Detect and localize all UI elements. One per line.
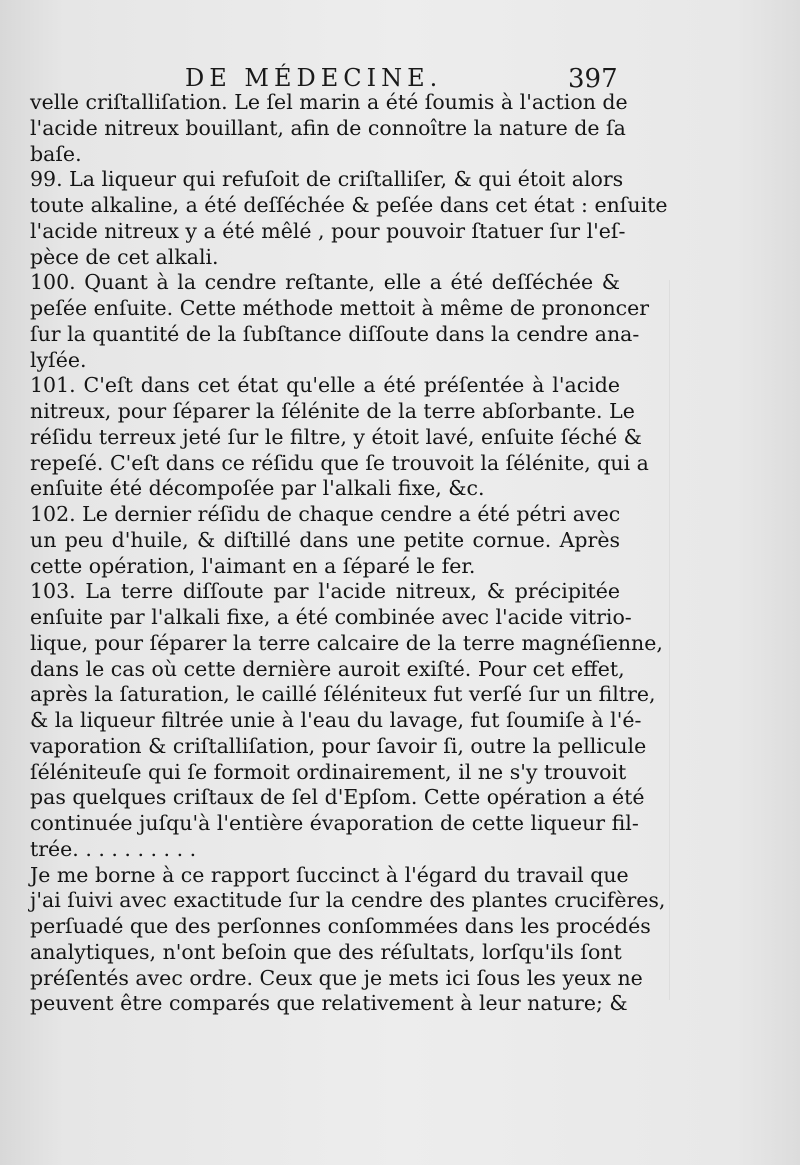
text-line: cette opération, l'aimant en a ſéparé le fer.	[30, 553, 476, 578]
running-head: DE MÉDECINE.	[185, 64, 443, 92]
paragraph	[30, 270, 650, 373]
text-line: l'acide nitreux y a été mêlé , pour pouvoir ſtatuer ſur l'eſ-	[30, 218, 626, 243]
text-line: 103. La terre diſſoute par l'acide nitreux, & précipitée	[30, 579, 620, 604]
text-line: Je me borne à ce rapport ſuccinct à l'égard du travail que	[30, 862, 629, 887]
paragraph	[30, 502, 620, 579]
text-line: nitreux, pour ſéparer la ſélénite de la terre abſorbante. Le	[30, 399, 635, 423]
text-line: 102. Le dernier réſidu de chaque cendre a été pétri avec	[30, 502, 621, 526]
text-line: vaporation & criſtalliſation, pour ſavoir ſi, outre la pellicule	[30, 733, 647, 758]
text-line: pas quelques criſtaux de ſel d'Epſom. Cette opération a été	[30, 785, 645, 810]
paragraph	[30, 90, 628, 167]
text-line: dans le cas où cette dernière auroit exiſté. Pour cet effet,	[30, 656, 625, 681]
text-line: peſée enſuite. Cette méthode mettoit à même de prononcer	[30, 296, 650, 320]
text-line: baſe.	[30, 141, 82, 166]
text-line: repeſé. C'eſt dans ce réſidu que ſe trouvoit la ſélénite, qui a	[30, 450, 649, 475]
text-line: enſuite été décompoſée par l'alkali fixe, &c.	[30, 476, 485, 501]
paragraph	[30, 167, 668, 270]
text-line: réſidu terreux jeté ſur le filtre, y étoit lavé, enſuite ſéché &	[30, 424, 642, 449]
text-line: perſuadé que des perſonnes conſommées dans les procédés	[30, 914, 651, 938]
text-line: peuvent être comparés que relativement à leur nature; &	[30, 991, 628, 1016]
text-line: analytiques, n'ont beſoin que des réſultats, lorſqu'ils ſont	[30, 939, 622, 964]
text-line: & la liqueur filtrée unie à l'eau du lavage, fut ſoumiſe à l'é-	[30, 708, 642, 732]
text-line: ſur la quantité de la ſubſtance diſſoute dans la cendre ana-	[30, 321, 640, 346]
text-line: l'acide nitreux bouillant, afin de connoître la nature de ſa	[30, 115, 626, 140]
paragraph	[30, 862, 666, 1018]
text-line: toute alkaline, a été deſſéchée & peſée dans cet état : enſuite	[30, 193, 668, 217]
text-line: velle criſtalliſation. Le ſel marin a été ſoumis à l'action de	[30, 90, 628, 114]
text-line: 100. Quant à la cendre reſtante, elle a été deſſéchée &	[30, 270, 620, 295]
text-line: après la ſaturation, le caillé ſéléniteux fut verſé ſur un filtre,	[30, 682, 656, 707]
text-line: continuée juſqu'à l'entière évaporation de cette liqueur fil-	[30, 811, 639, 835]
text-line: lique, pour ſéparer la terre calcaire de la terre magnéſienne,	[30, 630, 663, 655]
text-line: un peu d'huile, & diſtillé dans une petite cornue. Après	[30, 527, 620, 552]
text-line: enſuite par l'alkali fixe, a été combinée avec l'acide vitrio-	[30, 605, 632, 629]
show-through-shadow	[669, 280, 740, 1000]
text-line: 101. C'eſt dans cet état qu'elle a été préſentée à l'acide	[30, 373, 620, 398]
text-line: préſentés avec ordre. Ceux que je mets ici ſous les yeux ne	[30, 965, 643, 990]
page-number: 397	[568, 64, 618, 94]
text-line: pèce de cet alkali.	[30, 244, 219, 269]
text-line: ſéléniteuſe qui ſe formoit ordinairement, il ne s'y trouvoit	[30, 759, 627, 784]
text-line: lyſée.	[30, 347, 87, 372]
text-line: trée. . . . . . . . . .	[30, 836, 197, 861]
text-line: 99. La liqueur qui refuſoit de criſtalliſer, & qui étoit alors	[30, 167, 624, 192]
body-text	[30, 90, 668, 1017]
paragraph	[30, 579, 663, 862]
text-line: j'ai ſuivi avec exactitude ſur la cendre des plantes crucifères,	[30, 888, 666, 913]
paragraph	[30, 373, 649, 502]
